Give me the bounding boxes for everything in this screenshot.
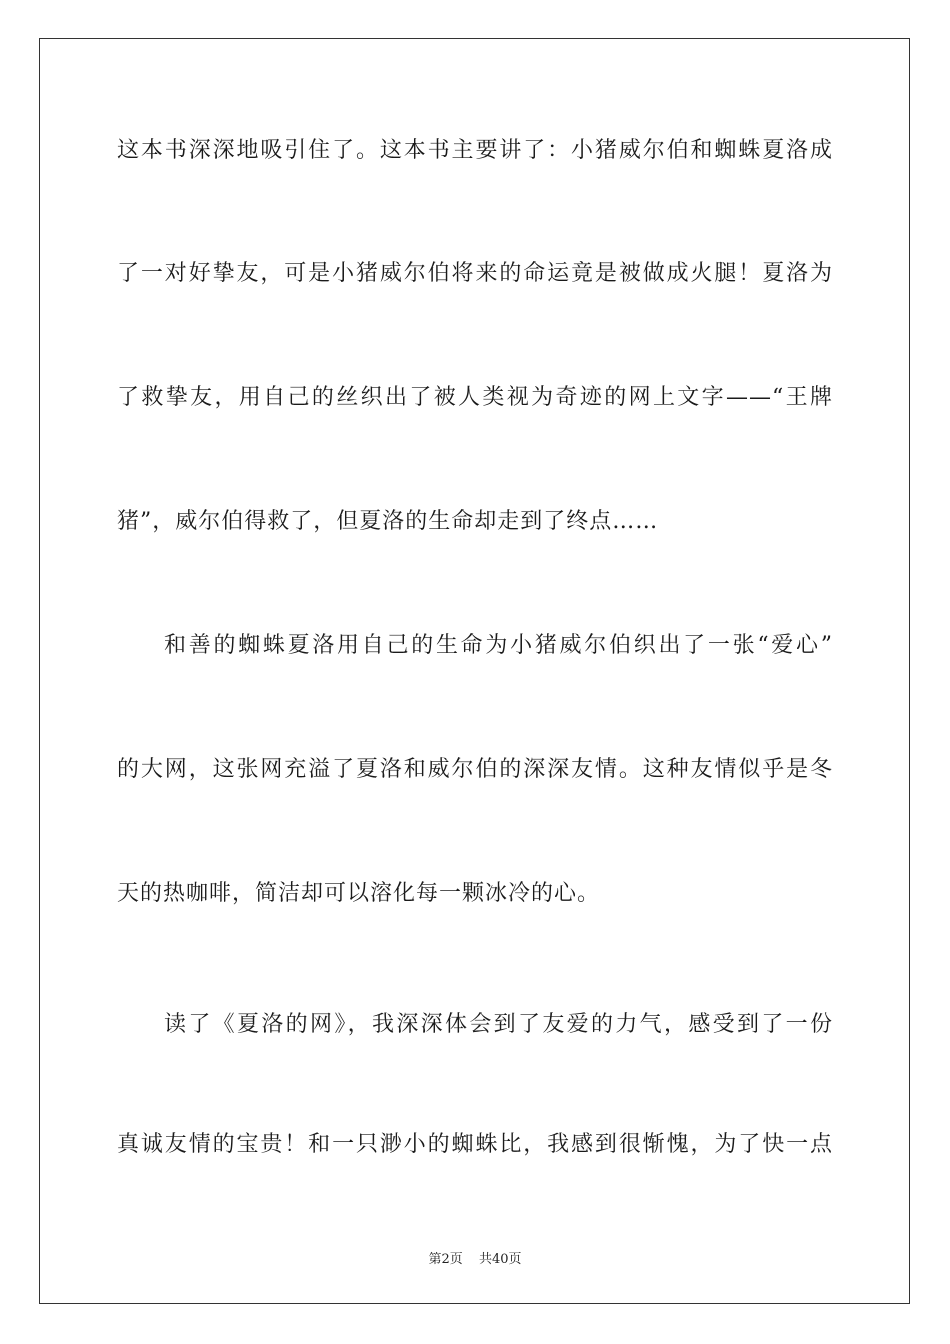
text-line: 了一对好挚友，可是小猪威尔伯将来的命运竟是被做成火腿！夏洛为 xyxy=(117,261,833,286)
paragraph-first-line: 读了《夏洛的网》，我深深体会到了友爱的力气，感受到了一份 xyxy=(164,1012,833,1037)
paragraph-first-line: 和善的蜘蛛夏洛用自己的生命为小猪威尔伯织出了一张“爱心” xyxy=(164,633,833,658)
page-number: 第2页 xyxy=(428,1252,463,1267)
text-line: 这本书深深地吸引住了。这本书主要讲了：小猪威尔伯和蜘蛛夏洛成 xyxy=(117,138,833,163)
text-line: 猪”，威尔伯得救了，但夏洛的生命却走到了终点…… xyxy=(117,509,659,534)
text-line: 了救挚友，用自己的丝织出了被人类视为奇迹的网上文字——“王牌 xyxy=(117,385,833,410)
page-border xyxy=(39,38,910,1304)
text-line: 的大网，这张网充溢了夏洛和威尔伯的深深友情。这种友情似乎是冬 xyxy=(117,757,833,782)
text-line: 天的热咖啡，简洁却可以溶化每一颗冰冷的心。 xyxy=(117,881,601,906)
page-footer xyxy=(0,1248,950,1267)
page-total: 共40页 xyxy=(478,1252,522,1267)
text-line: 真诚友情的宝贵！和一只渺小的蜘蛛比，我感到很惭愧，为了快一点 xyxy=(117,1132,833,1157)
